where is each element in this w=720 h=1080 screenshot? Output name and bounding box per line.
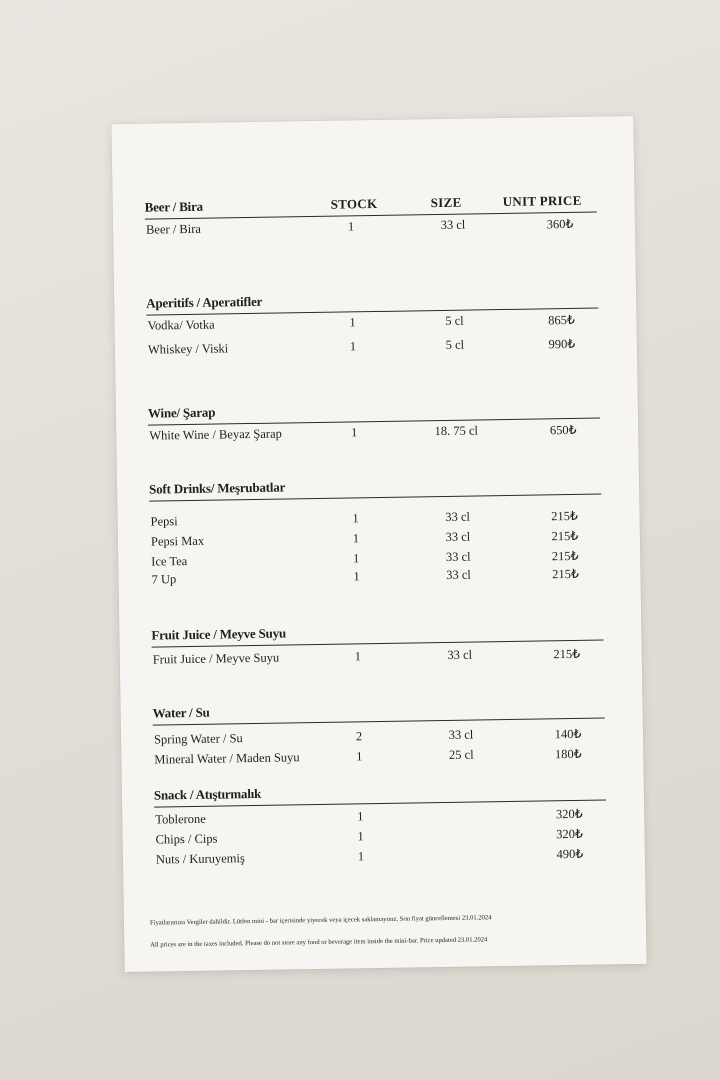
item-price: 650₺ <box>549 422 577 438</box>
item-size <box>422 827 502 828</box>
item-name: Nuts / Kuruyemiş <box>155 851 245 867</box>
item-price: 215₺ <box>551 508 579 524</box>
item-name: Mineral Water / Maden Suyu <box>154 750 300 767</box>
item-stock: 1 <box>349 315 356 330</box>
item-stock: 1 <box>353 569 360 584</box>
section-soft-drinks <box>149 471 603 590</box>
item-stock: 1 <box>357 809 364 824</box>
item-stock: 1 <box>357 849 365 864</box>
footer-note-english: All prices are in the taxes included. Please do not store any food or beverage item inside the mini-bar. Price updated 23.01.2024 <box>150 936 488 949</box>
section-aperitifs <box>146 285 599 360</box>
item-size: 33 cl <box>445 549 471 564</box>
item-price: 215₺ <box>552 566 579 582</box>
column-header-unit-price: UNIT PRICE <box>502 192 582 210</box>
item-name: Ice Tea <box>151 554 188 569</box>
section-title: Water / Su <box>152 704 210 721</box>
item-stock: 2 <box>355 729 363 744</box>
item-size <box>423 847 503 848</box>
item-name: Pepsi Max <box>150 533 205 549</box>
column-header-stock: STOCK <box>330 195 378 212</box>
item-stock: 1 <box>349 339 357 354</box>
item-price: 215₺ <box>551 548 579 564</box>
section-title: Wine/ Şarap <box>147 404 216 421</box>
minibar-price-card <box>111 116 646 972</box>
item-name: Chips / Cips <box>155 831 218 847</box>
item-size: 33 cl <box>440 217 466 232</box>
item-name: White Wine / Beyaz Şarap <box>149 426 282 443</box>
column-header-size: SIZE <box>430 194 462 211</box>
item-stock: 1 <box>357 829 364 844</box>
item-name: Fruit Juice / Meyve Suyu <box>152 650 280 667</box>
section-wine <box>148 395 601 446</box>
footer-note-turkish: Fiyatlarımıza Vergiler dahildir. Lütfen mini - bar içerisinde yiyecek veya içecek saklamayınız. Son fiyat güncellemesi 23.01.2024 <box>149 914 492 927</box>
item-name: Beer / Bira <box>145 221 201 237</box>
item-price: 320₺ <box>556 826 584 842</box>
item-stock: 1 <box>356 749 363 764</box>
section-title: Fruit Juice / Meyve Suyu <box>151 625 287 643</box>
item-size: 33 cl <box>448 727 474 742</box>
item-stock: 1 <box>347 219 355 234</box>
section-water <box>152 694 605 769</box>
section-title: Beer / Bira <box>144 198 204 215</box>
section-title: Aperitifs / Aperatifler <box>146 293 263 311</box>
section-fruit-juice <box>151 616 604 669</box>
section-beer <box>144 189 597 240</box>
section-title: Snack / Atıştırmalık <box>153 785 262 803</box>
item-stock: 1 <box>352 531 360 546</box>
item-price: 320₺ <box>555 806 583 822</box>
item-size: 33 cl <box>446 567 471 582</box>
item-price: 490₺ <box>556 846 584 862</box>
item-size: 18. 75 cl <box>434 423 479 439</box>
item-size: 33 cl <box>447 647 473 662</box>
item-price: 990₺ <box>548 336 576 352</box>
item-size <box>422 807 502 808</box>
item-price: 215₺ <box>553 646 581 662</box>
item-price: 360₺ <box>546 216 574 232</box>
item-size: 5 cl <box>445 337 465 352</box>
item-name: 7 Up <box>151 572 177 587</box>
item-price: 140₺ <box>554 726 582 742</box>
item-size: 33 cl <box>445 529 471 544</box>
item-price: 865₺ <box>548 312 575 328</box>
item-name: Vodka/ Votka <box>147 317 215 333</box>
item-name: Pepsi <box>150 514 178 529</box>
item-size: 25 cl <box>448 747 474 762</box>
item-stock: 1 <box>351 425 358 440</box>
item-price: 180₺ <box>554 746 582 762</box>
item-stock: 1 <box>352 511 359 526</box>
item-name: Whiskey / Viski <box>147 341 229 357</box>
item-size: 33 cl <box>445 509 471 524</box>
price-list <box>143 117 595 867</box>
item-name: Spring Water / Su <box>153 731 243 747</box>
item-stock: 1 <box>354 649 361 664</box>
item-name: Toblerone <box>155 811 206 827</box>
section-title: Soft Drinks/ Meşrubatlar <box>148 479 286 497</box>
item-size: 5 cl <box>445 313 464 328</box>
section-snack <box>154 776 607 869</box>
list-item <box>152 642 604 669</box>
item-price: 215₺ <box>551 528 579 544</box>
item-stock: 1 <box>352 551 360 566</box>
